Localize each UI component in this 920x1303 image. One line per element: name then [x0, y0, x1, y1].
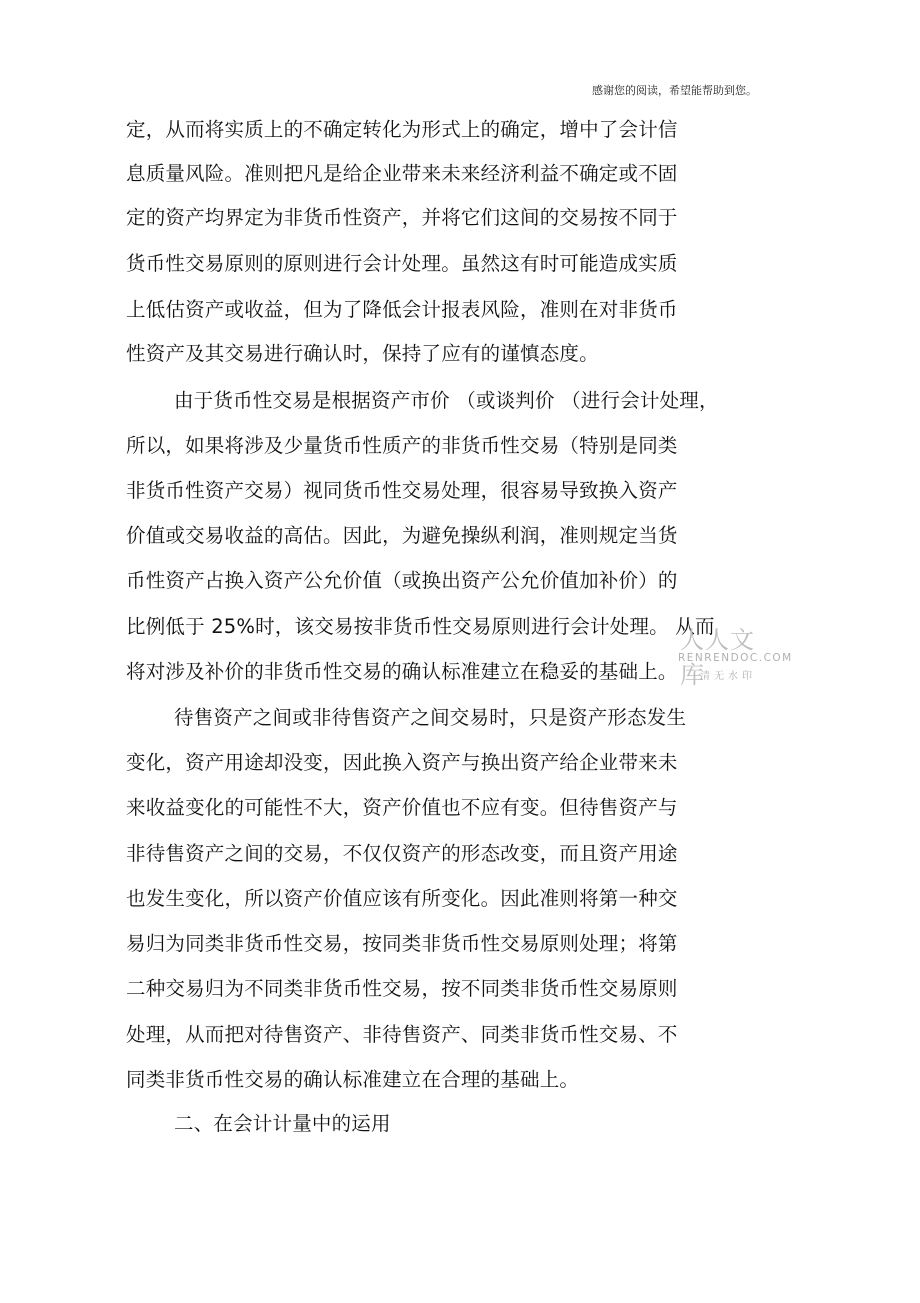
paragraph-3-line-2: 变化，资产用途却没变，因此换入资产与换出资产给企业带来未: [126, 751, 678, 774]
watermark-subtitle: 清无水印: [700, 671, 756, 682]
watermark-title: 人人文库: [680, 626, 755, 689]
paragraph-1-line-1: 定，从而将实质上的不确定转化为形式上的确定，增中了会计信: [126, 118, 678, 141]
paragraph-3-line-1: 待售资产之间或非待售资产之间交易时，只是资产形态发生: [174, 706, 687, 729]
section-heading: 二、在会计计量中的运用: [174, 1112, 391, 1135]
watermark-domain: RENRENDOC.COM: [678, 652, 793, 664]
paragraph-3-line-5: 也发生变化，所以资产价值应该有所变化。因此准则将第一种交: [126, 887, 678, 910]
paragraph-2-line-4: 价值或交易收益的高估。因此，为避免操纵利润，准则规定当货: [126, 524, 678, 547]
paragraph-1-line-6: 性资产及其交易进行确认时，保持了应有的谨慎态度。: [126, 342, 599, 365]
paragraph-2-line-2: 所以，如果将涉及少量货币性质产的非货币性交易（特别是同类: [126, 434, 678, 457]
paragraph-3-line-6: 易归为同类非货币性交易，按同类非货币性交易原则处理；将第: [126, 932, 678, 955]
paragraph-3-line-3: 来收益变化的可能性不大，资产价值也不应有变。但待售资产与: [126, 796, 678, 819]
paragraph-3-line-4: 非待售资产之间的交易，不仅仅资产的形态改变，而且资产用途: [126, 842, 678, 865]
paragraph-1-line-4: 货币性交易原则的原则进行会计处理。虽然这有时可能造成实质: [126, 252, 678, 275]
paragraph-2-line-3: 非货币性资产交易）视同货币性交易处理，很容易导致换入资产: [126, 479, 678, 502]
header-note: 感谢您的阅读，希望能帮助到您。: [592, 84, 757, 97]
paragraph-2-line-7: 将对涉及补价的非货币性交易的确认标准建立在稳妥的基础上。: [126, 660, 678, 683]
paragraph-3-line-9: 同类非货币性交易的确认标准建立在合理的基础上。: [126, 1068, 580, 1091]
paragraph-2-line-1: 由于货币性交易是根据资产市价 （或谈判价 （进行会计处理，: [174, 389, 719, 412]
paragraph-2-line-5: 币性资产占换入资产公允价值（或换出资产公允价值加补价）的: [126, 569, 678, 592]
paragraph-1-line-3: 定的资产均界定为非货币性资产，并将它们这间的交易按不同于: [126, 206, 678, 229]
paragraph-2-line-6: 比例低于 25%时，该交易按非货币性交易原则进行会计处理。 从而: [126, 615, 715, 638]
paragraph-3-line-8: 处理，从而把对待售资产、非待售资产、同类非货币性交易、不: [126, 1023, 678, 1046]
paragraph-1-line-5: 上低估资产或收益，但为了降低会计报表风险，准则在对非货币: [126, 298, 678, 321]
paragraph-1-line-2: 息质量风险。准则把凡是给企业带来未来经济利益不确定或不固: [126, 162, 678, 185]
paragraph-3-line-7: 二种交易归为不同类非货币性交易，按不同类非货币性交易原则: [126, 977, 678, 1000]
